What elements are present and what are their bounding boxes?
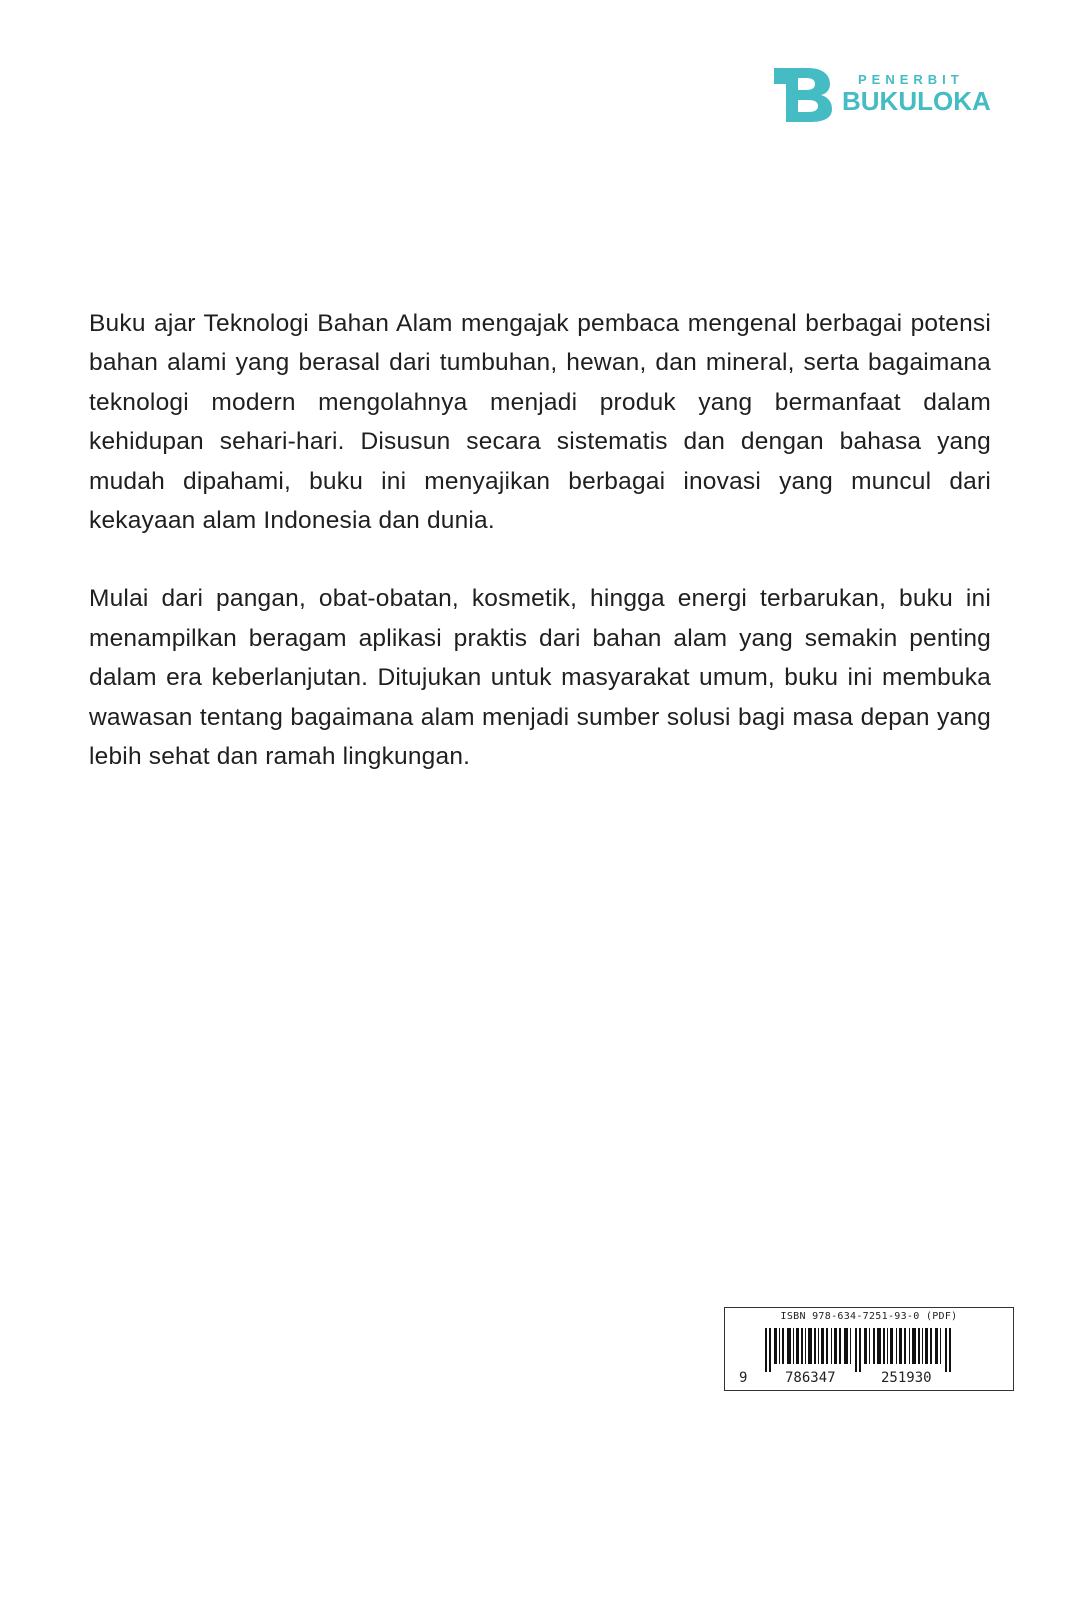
isbn-barcode-box <box>724 1307 1014 1391</box>
logo-label-small: PENERBIT <box>858 72 964 87</box>
book-description <box>89 304 991 815</box>
description-paragraph-2: Mulai dari pangan, obat-obatan, kosmetik, hingga energi terbarukan, buku ini menampilkan beragam aplikasi praktis dari bahan alam yang semakin penting dalam era keberlanjutan. Ditujukan untuk masyarakat umum, buku ini membuka wawasan tentang bagaimana alam menjadi sumber solusi bagi masa depan yang lebih sehat dan ramah lingkungan. <box>89 585 991 771</box>
logo-b-icon <box>772 64 834 124</box>
barcode-digit-first: 9 <box>739 1370 748 1386</box>
barcode <box>763 1328 963 1372</box>
isbn-label: ISBN 978-634-7251-93-0 (PDF) <box>780 1311 958 1322</box>
description-paragraph-1: Buku ajar Teknologi Bahan Alam mengajak pembaca mengenal berbagai potensi bahan alami yang berasal dari tumbuhan, hewan, dan mineral, serta bagaimana teknologi modern mengolahnya menjadi produk yang bermanfaat dalam kehidupan sehari-hari. Disusun secara sistematis dan dengan bahasa yang mudah dipahami, buku ini menyajikan berbagai inovasi yang muncul dari kekayaan alam Indonesia dan dunia. <box>89 310 991 535</box>
barcode-digits-right: 251930 <box>881 1370 932 1386</box>
publisher-logo <box>772 64 994 124</box>
logo-label-big: BUKULOKA <box>842 86 991 116</box>
barcode-digits-left: 786347 <box>785 1370 836 1386</box>
